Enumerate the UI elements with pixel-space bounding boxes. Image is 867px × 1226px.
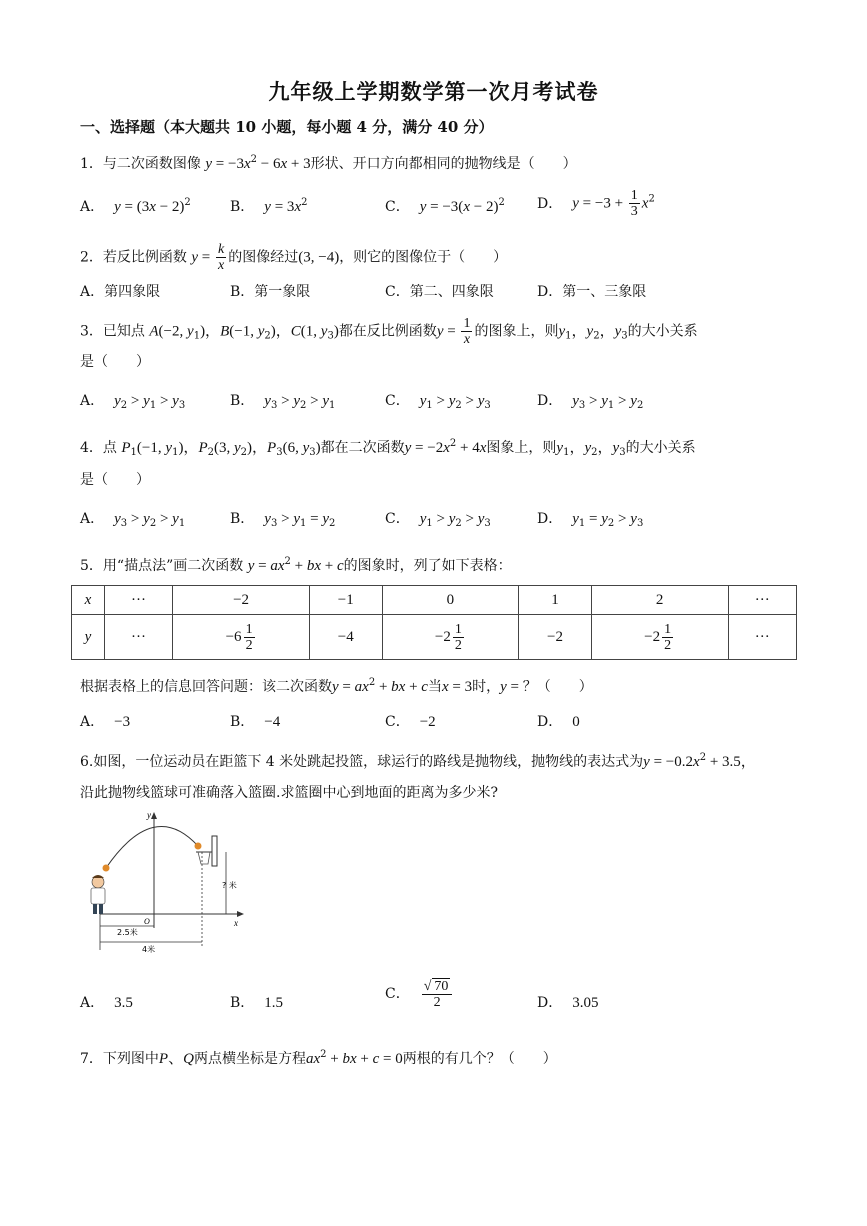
question-5: 5．用“描点法”画二次函数 $y = ax^2$ + bx + c的图象时，列了如下表格：	[80, 556, 512, 574]
option-b[interactable]: B． −4	[230, 714, 281, 730]
question-3: 3．已知点 A(−2, $y_1$)，B(−1, $y_2$)，C(1, $y_3$)都在反比例函数y = $\frac{1}{x}$ 的图象上，则$y_1$，$y_2$，$y_3$的大小关系	[80, 316, 698, 347]
table-cell: −1	[309, 586, 382, 615]
y-axis-arrow	[151, 812, 157, 819]
question-6-options	[80, 979, 780, 1016]
question-3-line2: 是（ ）	[80, 354, 150, 370]
backboard	[212, 836, 217, 866]
x-axis-arrow	[237, 911, 244, 917]
option-c[interactable]: C．第二、四象限	[385, 284, 494, 300]
option-d[interactable]: D．第一、三象限	[537, 284, 647, 300]
player-hair-icon	[92, 875, 104, 878]
option-d[interactable]: D． y = −3 + $\frac{1}{3}$ $x^2$	[537, 188, 655, 219]
table-cell: ···	[728, 615, 797, 660]
question-7: 7．下列图中P、Q两点横坐标是方程$ax^2$ + bx + c = 0两根的有几个？（ ）	[80, 1049, 557, 1067]
question-5-followup: 根据表格上的信息回答问题：该二次函数$y = ax^2$ + bx + c当x = 3时，y = ？（ ）	[80, 677, 593, 695]
ball-trajectory	[106, 826, 198, 868]
option-b[interactable]: B．第一象限	[230, 284, 311, 300]
option-b[interactable]: B． $y_3 > y_2 > y_1$	[230, 393, 336, 411]
question-1: 1．与二次函数图像 $y = -3x^2 - 6x + 3$形状、开口方向都相同的抛物线是（ ）	[80, 154, 577, 172]
question-4-line2: 是（ ）	[80, 472, 150, 488]
table-row-y	[72, 615, 797, 660]
player-leg-left-icon	[93, 904, 97, 914]
x-axis-label: x	[234, 918, 238, 928]
question-6-line2: 沿此抛物线篮球可准确落入篮圈.求篮圈中心到地面的距离为多少米?	[80, 785, 498, 801]
table-cell: y	[72, 615, 105, 660]
option-c[interactable]: C． $y_1 > y_2 > y_3$	[385, 511, 491, 529]
table-cell: 1	[519, 586, 592, 615]
option-b[interactable]: B． 1.5	[230, 995, 284, 1011]
table-cell: x	[72, 586, 105, 615]
table-cell: 0	[382, 586, 519, 615]
option-b[interactable]: B． $y = 3x^2$	[230, 197, 308, 215]
table-cell: ···	[104, 586, 172, 615]
question-5-options	[80, 711, 780, 735]
option-a[interactable]: A． −3	[80, 714, 131, 730]
table-cell: −2	[173, 586, 310, 615]
question-3-options	[80, 390, 780, 414]
question-2: 2．若反比例函数 y = $\frac{k}{x}$ 的图像经过(3, −4)，则它的图像位于（ ）	[80, 242, 508, 273]
option-d[interactable]: D． $y_3 > y_1 > y_2$	[537, 393, 644, 411]
option-c[interactable]: C． −2	[385, 714, 436, 730]
y-axis-label: y	[147, 810, 151, 820]
distance-label-2: 4米	[142, 945, 156, 954]
table-cell: −4	[309, 615, 382, 660]
option-a[interactable]: A． $y_3 > y_2 > y_1$	[80, 511, 186, 529]
value-table	[71, 585, 797, 660]
question-6: 6.如图，一位运动员在距篮下 4 米处跳起投篮，球运行的路线是抛物线，抛物线的表达式为$y = -0.2x^2 + 3.5$，	[80, 752, 756, 770]
ball-start-icon	[103, 865, 110, 872]
question-4-options	[80, 508, 780, 532]
option-a[interactable]: A． $y = (3x - 2)^2$	[80, 197, 191, 215]
table-cell: 2	[591, 586, 728, 615]
page-title: 九年级上学期数学第一次月考试卷	[268, 79, 599, 104]
option-a[interactable]: A． $y_2 > y_1 > y_3$	[80, 393, 186, 411]
option-d[interactable]: D． 3.05	[537, 995, 599, 1011]
hoop-net	[198, 852, 210, 864]
basketball-figure	[80, 808, 250, 958]
option-d[interactable]: D． $y_1 = y_2 > y_3$	[537, 511, 644, 529]
question-2-options	[80, 281, 780, 305]
table-cell: ···	[728, 586, 797, 615]
section-heading: 一、选择题（本大题共 10 小题，每小题 4 分，满分 40 分）	[80, 118, 494, 136]
table-cell: −2	[519, 615, 592, 660]
ball-end-icon	[195, 843, 202, 850]
table-cell: −2 $\frac{1}{2}$	[591, 615, 728, 660]
origin-label: O	[144, 917, 150, 926]
option-c[interactable]: C． $\frac{√ 70}{2}$	[385, 978, 454, 1010]
player-leg-right-icon	[99, 904, 103, 914]
option-c[interactable]: C． $y = -3(x - 2)^2$	[385, 197, 505, 215]
question-4: 4．点 $P_1(-1$, $y_1$)，$P_2(3$, $y_2$)，$P_3(6$, $y_3$)都在二次函数$y = -2x^2 + 4x$图象上，则$y_1$，$y_2$，$y_3$的大小关系	[80, 438, 696, 458]
option-c[interactable]: C． $y_1 > y_2 > y_3$	[385, 393, 491, 411]
table-row-x	[72, 586, 797, 615]
option-a[interactable]: A．第四象限	[80, 284, 161, 300]
option-b[interactable]: B． $y_3 > y_1 = y_2$	[230, 511, 336, 529]
distance-label-1: 2.5米	[117, 928, 138, 937]
height-label: ? 米	[222, 881, 237, 890]
option-d[interactable]: D． 0	[537, 714, 580, 730]
option-a[interactable]: A． 3.5	[80, 995, 133, 1011]
table-cell: −6 $\frac{1}{2}$	[173, 615, 310, 660]
table-cell: ···	[104, 615, 172, 660]
question-1-options	[80, 188, 780, 220]
player-body-icon	[91, 888, 105, 904]
table-cell: −2 $\frac{1}{2}$	[382, 615, 519, 660]
